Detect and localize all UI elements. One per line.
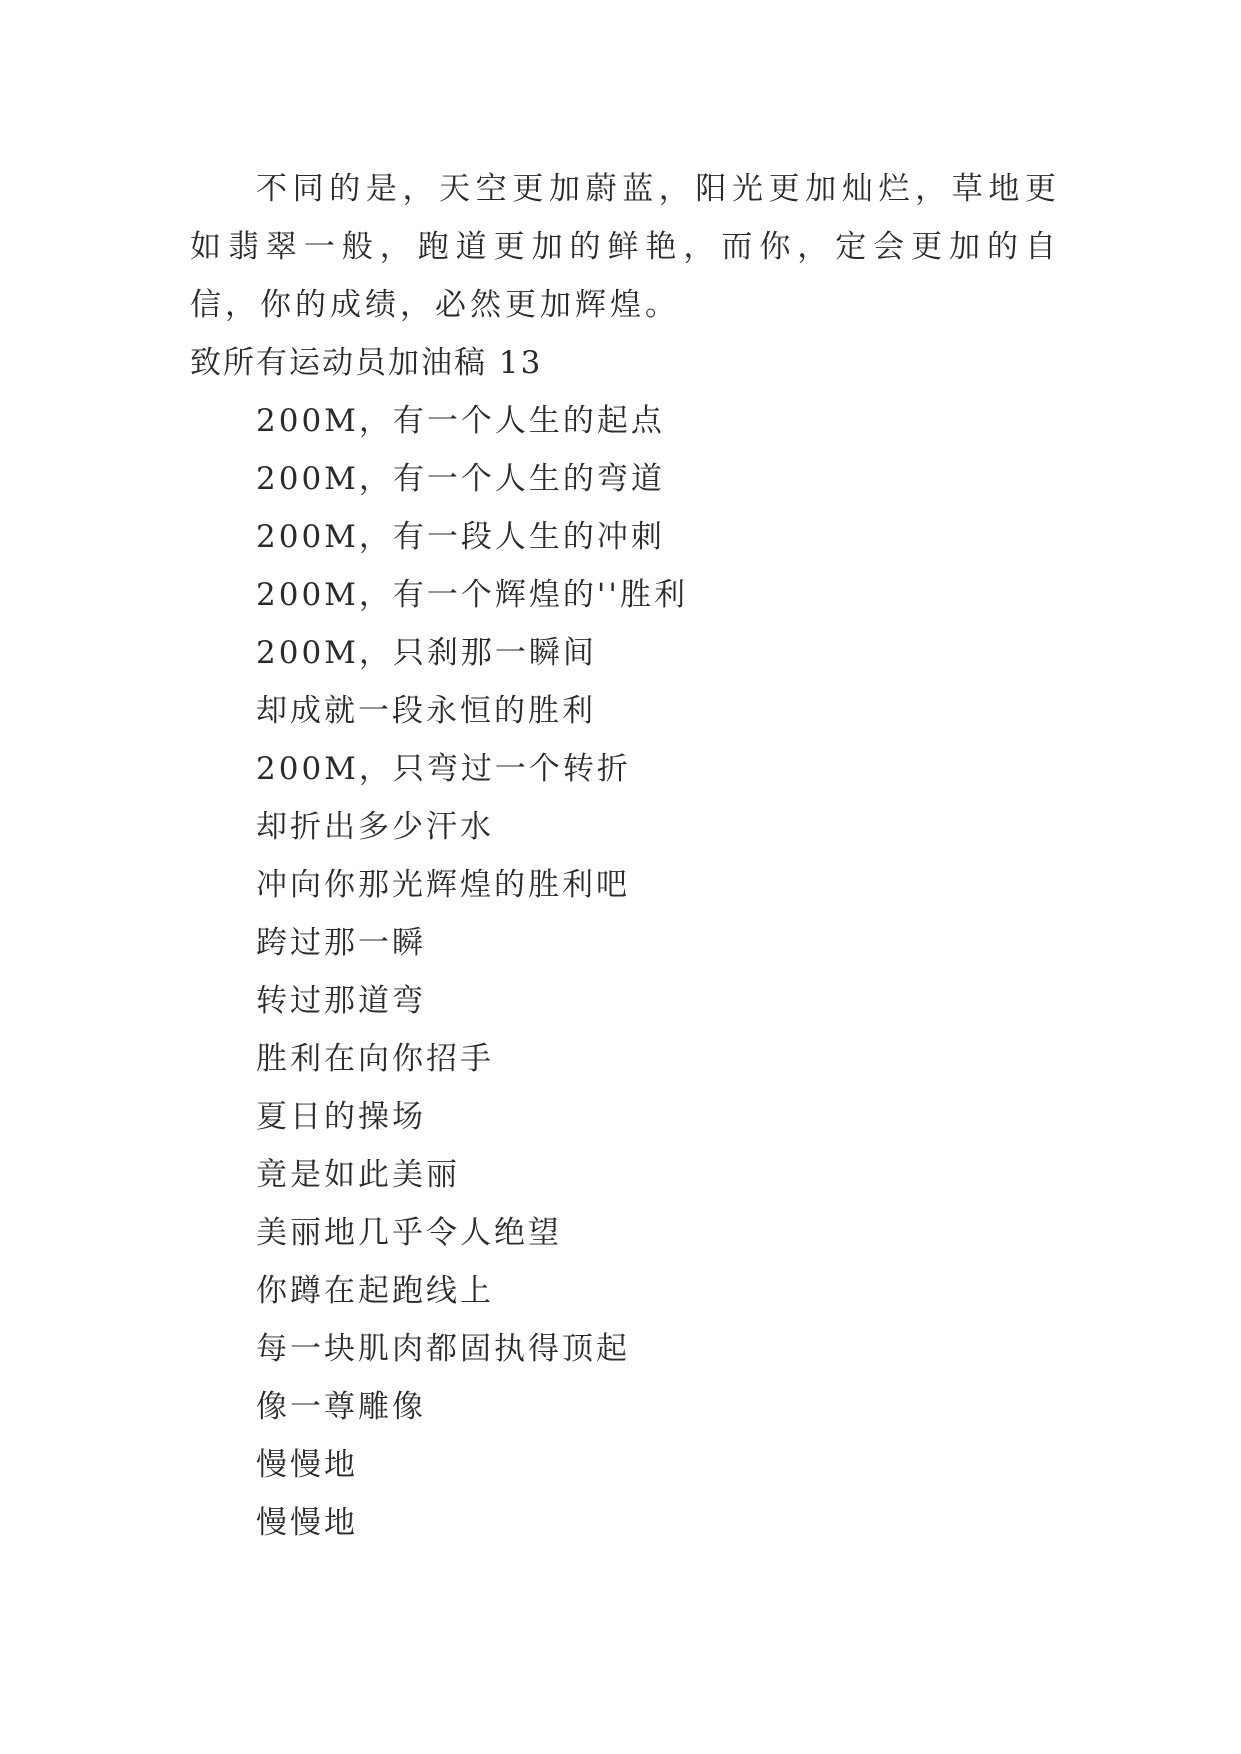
poem-line: 冲向你那光辉煌的胜利吧 bbox=[256, 867, 630, 903]
poem bbox=[190, 392, 1060, 1552]
poem-line: 200M，有一个人生的起点 bbox=[256, 403, 665, 439]
poem-line: 转过那道弯 bbox=[256, 983, 426, 1019]
document-body bbox=[190, 160, 1060, 1552]
poem-line: 却成就一段永恒的胜利 bbox=[256, 693, 596, 729]
poem-line: 200M，只弯过一个转折 bbox=[256, 751, 631, 787]
poem-line: 竟是如此美丽 bbox=[256, 1157, 460, 1193]
poem-line: 慢慢地 bbox=[256, 1447, 358, 1483]
poem-line: 却折出多少汗水 bbox=[256, 809, 494, 845]
poem-line: 跨过那一瞬 bbox=[256, 925, 426, 961]
poem-line: 夏日的操场 bbox=[256, 1099, 426, 1135]
poem-line: 200M，只刹那一瞬间 bbox=[256, 635, 597, 671]
poem-line: 慢慢地 bbox=[256, 1505, 358, 1541]
poem-line: 200M，有一段人生的冲刺 bbox=[256, 519, 665, 555]
poem-line: 胜利在向你招手 bbox=[256, 1041, 494, 1077]
poem-line: 200M，有一个辉煌的''胜利 bbox=[256, 577, 688, 613]
poem-line: 像一尊雕像 bbox=[256, 1389, 426, 1425]
poem-line: 每一块肌肉都固执得顶起 bbox=[256, 1331, 630, 1367]
section-heading: 致所有运动员加油稿 13 bbox=[190, 345, 543, 381]
poem-line: 美丽地几乎令人绝望 bbox=[256, 1215, 562, 1251]
poem-line: 你蹲在起跑线上 bbox=[256, 1273, 494, 1309]
intro-paragraph: 不同的是，天空更加蔚蓝，阳光更加灿烂，草地更如翡翠一般，跑道更加的鲜艳，而你，定会更加的自信，你的成绩，必然更加辉煌。 bbox=[190, 171, 1060, 323]
poem-line: 200M，有一个人生的弯道 bbox=[256, 461, 665, 497]
